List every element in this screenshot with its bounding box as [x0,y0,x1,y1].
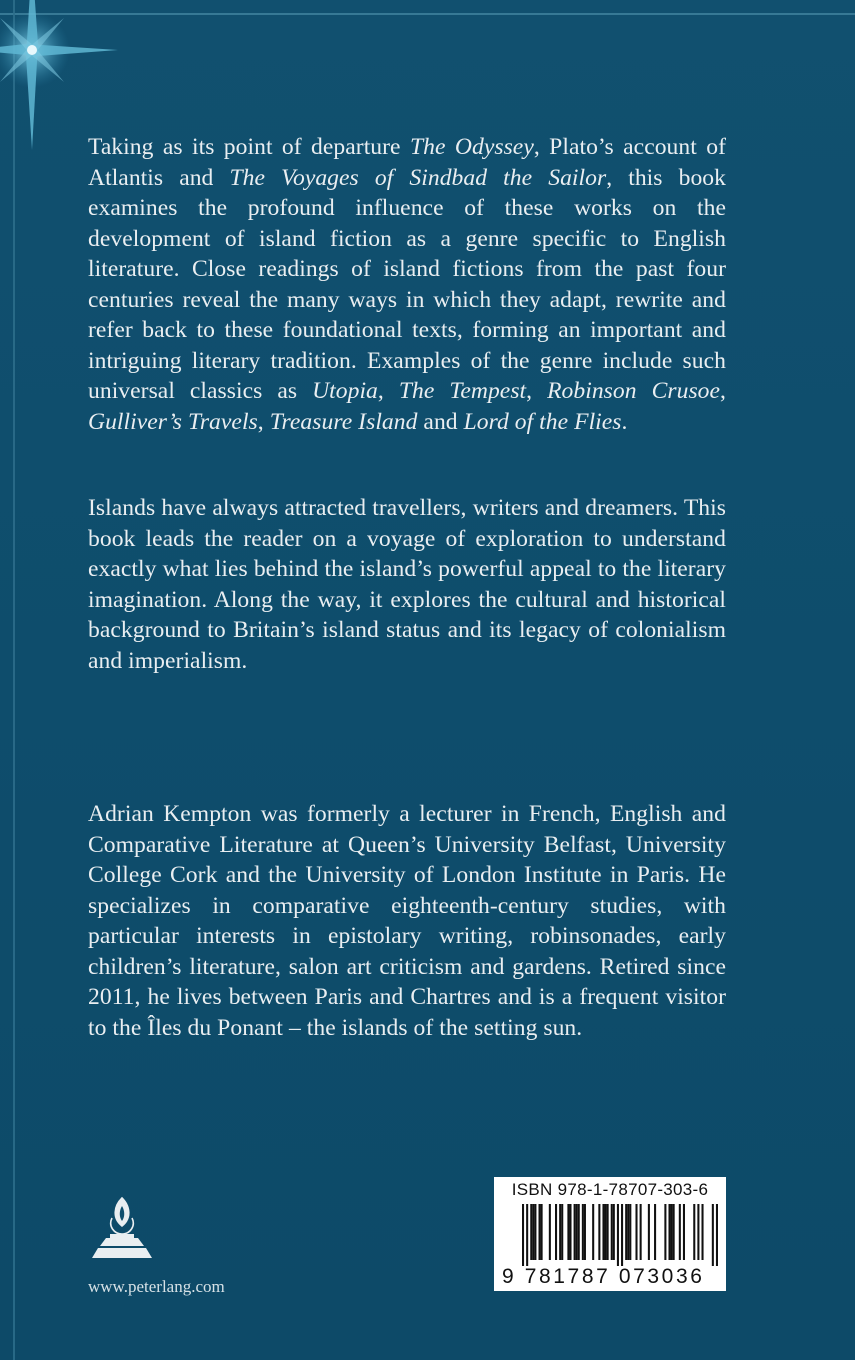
barcode-bar [582,1204,584,1260]
peter-lang-logo-icon [92,1196,152,1262]
isbn-barcode [494,1177,726,1291]
barcode-bar [664,1204,666,1260]
barcode-bar [640,1204,642,1260]
barcode-bar [522,1204,524,1266]
barcode-bar [701,1204,703,1260]
description-paragraph-2: Islands have always attracted travellers, writers and dreamers. This book leads the reader on a voyage of exploration to understand exactly what lies behind the island’s powerful appeal to the literary imagination. Along the way, it explores the cultural and historical background to Britain’s island status and its legacy of colonialism and imperialism. [88,495,726,674]
barcode-bar [617,1204,619,1266]
barcode-bar [555,1204,557,1260]
barcode-bar [561,1204,563,1260]
barcode-bar [549,1204,551,1260]
barcode-bar [625,1204,627,1260]
top-border-line [0,13,855,15]
barcode-bar [584,1204,586,1260]
barcode-bar [576,1204,578,1260]
barcode-bar [567,1204,569,1260]
barcode-bar [574,1204,576,1260]
barcode-bar [605,1204,607,1260]
barcode-bar [697,1204,699,1260]
barcode-bar [532,1204,534,1260]
barcode-bar [541,1204,543,1260]
barcode-bar [611,1204,613,1260]
barcode-bar [654,1204,656,1260]
isbn-label: ISBN 978-1-78707-303-6 [511,1180,709,1199]
publisher-url[interactable]: www.peterlang.com [88,1277,225,1296]
barcode-bar [559,1204,561,1260]
barcode-bar [578,1204,580,1260]
author-bio-paragraph: Adrian Kempton was formerly a lecturer in French, English and Comparative Literature at Queen’s University Belfast, University College Cork and the University of London Institute in Paris. He specializes in comparative eighteenth-century studies, with particular interests in epistolary writing, robinsonades, early children’s literature, salon art criticism and gardens. Retired since 2011, he lives between Paris and Chartres and is a frequent visitor to the Îles du Ponant – the islands of the setting sun. [88,801,726,1041]
barcode-bar [671,1204,673,1260]
description-paragraph-1: Taking as its point of departure The Odyssey, Plato’s account of Atlantis and The Voyages of Sindbad the Sailor, this book examines the profound influence of these works on the development of island fiction as a genre specific to English literature. Close readings of island fictions from the past four centuries reveal the many ways in which they adapt, rewrite and refer back to these foundational texts, forming an important and intriguing literary tradition. Examples of the genre include such universal classics as Utopia, The Tempest, Robinson Crusoe, Gulliver’s Travels, Treasure Island and Lord of the Flies. [88,134,726,435]
barcode-bar [602,1204,604,1260]
barcode-bar [534,1204,536,1260]
barcode-bar [712,1204,714,1266]
barcode-bar [613,1204,615,1260]
compass-star-icon [0,0,120,150]
barcode-bar [693,1204,695,1260]
barcode-bar [683,1204,685,1260]
barcode-bar [607,1204,609,1260]
barcode-bar [569,1204,571,1260]
barcode-bar [539,1204,541,1260]
spine-border-line [13,0,15,1360]
barcode-bar [592,1204,594,1260]
ean-digits: 9 781787 073036 [502,1265,705,1288]
barcode-bar [635,1204,637,1260]
barcode-bar [621,1204,623,1266]
barcode-bar [679,1204,681,1260]
barcode-bar [526,1204,528,1266]
barcode-bar [598,1204,600,1260]
barcode-bar [627,1204,629,1260]
barcode-bar [629,1204,631,1260]
barcode-bar [648,1204,650,1260]
barcode-bar [668,1204,670,1260]
barcode-bar [673,1204,675,1260]
barcode-bars [522,1204,718,1266]
barcode-bar [716,1204,718,1266]
barcode-bar [530,1204,532,1260]
